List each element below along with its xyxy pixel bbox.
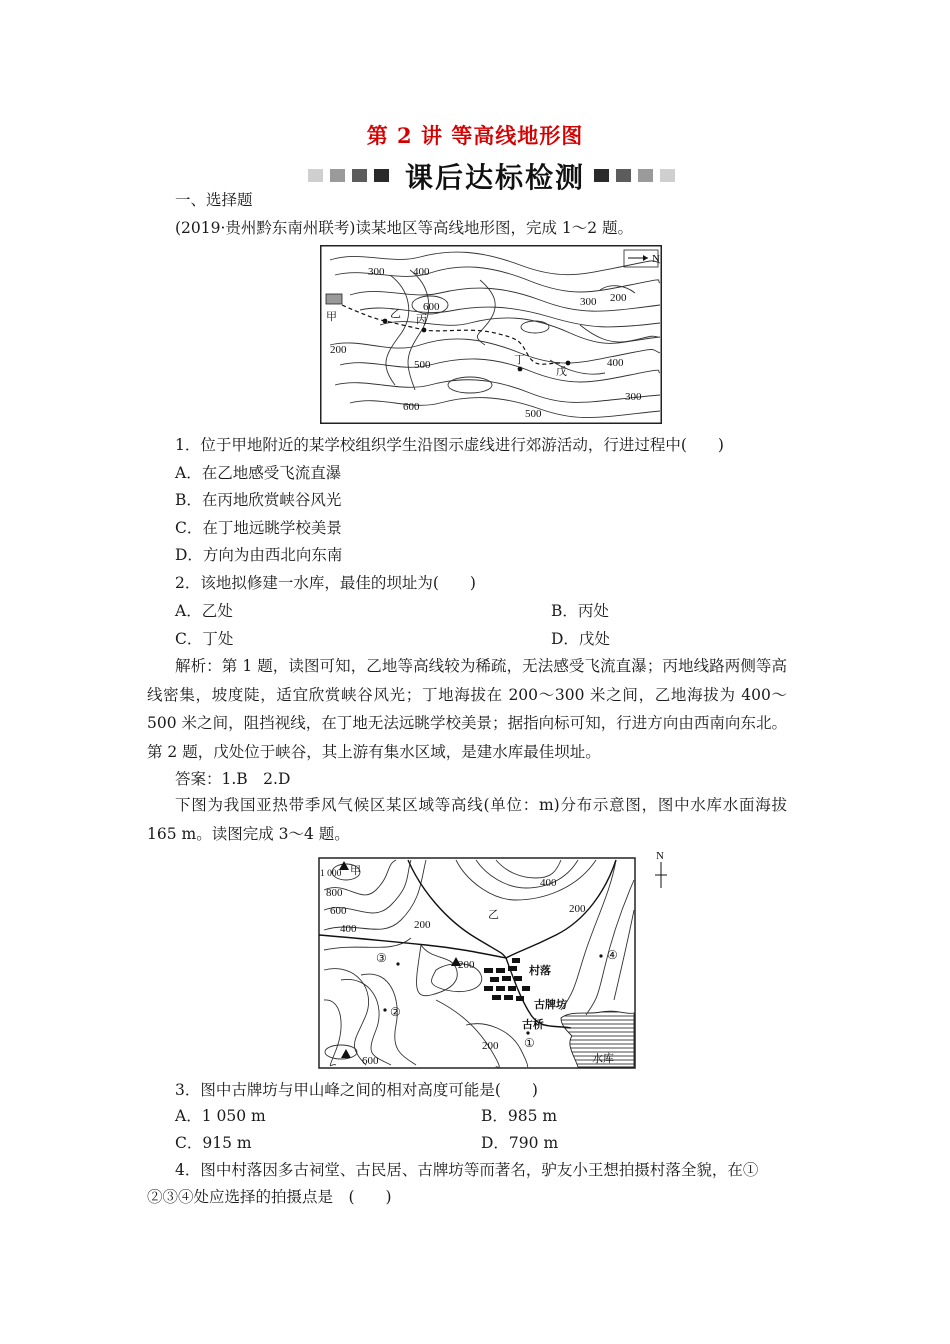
page-title: 第 2 讲 等高线地形图 [366, 123, 584, 148]
map-label: 戊 [556, 366, 567, 378]
map-label: 600 [362, 1055, 379, 1067]
map-label: 300 [580, 296, 597, 308]
q1-option-b: B．在丙地欣赏峡谷风光 [175, 491, 342, 509]
map-label: ③ [376, 951, 387, 965]
contour-map-2 [316, 850, 678, 1070]
map-label: 300 [368, 266, 385, 278]
map-label: ④ [607, 948, 618, 962]
map-label: 800 [326, 887, 343, 899]
banner-square [308, 169, 323, 182]
map-label: 400 [540, 877, 557, 889]
map-label: 600 [423, 301, 440, 313]
map-label: ② [390, 1005, 401, 1019]
q2-option-b: B．丙处 [551, 602, 609, 620]
map-label: 200 [330, 344, 347, 356]
q3-option-b: B．985 m [481, 1107, 558, 1125]
map-label: 水库 [592, 1053, 614, 1065]
map-label: 500 [414, 359, 431, 371]
map-label: ① [524, 1036, 535, 1050]
q2-option-a: A．乙处 [175, 602, 233, 620]
q2-stem: 2．该地拟修建一水库，最佳的坝址为( ) [175, 574, 476, 592]
banner-square [660, 169, 675, 182]
q3-option-a: A．1 050 m [175, 1107, 266, 1125]
map-label: 古牌坊 [534, 999, 567, 1011]
banner-text: 课后达标检测 [404, 161, 585, 194]
north-label: N [652, 253, 660, 265]
banner-square [374, 169, 389, 182]
map-label: 200 [458, 959, 475, 971]
map-label: 200 [482, 1040, 499, 1052]
banner-square [330, 169, 345, 182]
q4-stem-line2: ②③④处应选择的拍摄点是 ( ) [147, 1188, 392, 1206]
banner-square [638, 169, 653, 182]
map-label: 500 [525, 408, 542, 420]
banner-square [616, 169, 631, 182]
q2-option-c: C．丁处 [175, 630, 234, 648]
map-label: 600 [330, 905, 347, 917]
map-label: 200 [414, 919, 431, 931]
q1-stem: 1．位于甲地附近的某学校组织学生沿图示虚线进行郊游活动，行进过程中( ) [175, 436, 724, 454]
q3-option-c: C．915 m [175, 1134, 252, 1152]
section-heading: 一、选择题 [175, 191, 253, 209]
q1-option-c: C．在丁地远眺学校美景 [175, 519, 342, 537]
banner-square [594, 169, 609, 182]
q1-option-a: A．在乙地感受飞流直瀑 [175, 464, 342, 482]
map-label: 200 [610, 292, 627, 304]
question-intro: (2019·贵州黔东南州联考)读某地区等高线地形图，完成 1～2 题。 [175, 219, 634, 237]
map-label: 丙 [416, 314, 427, 326]
map-label: 400 [340, 923, 357, 935]
q3-stem: 3．图中古牌坊与甲山峰之间的相对高度可能是( ) [175, 1081, 538, 1099]
banner-square [352, 169, 367, 182]
map-label: 甲 [326, 311, 337, 323]
contour-map-1 [320, 245, 662, 424]
q4-stem-line1: 4．图中村落因多古祠堂、古民居、古牌坊等而著名，驴友小王想拍摄村落全貌，在① [175, 1161, 759, 1179]
map-label: 丁 [514, 354, 525, 366]
map-label: 乙 [390, 308, 401, 320]
map-label: 600 [403, 401, 420, 413]
answer: 答案：1.B 2.D [175, 770, 291, 788]
explanation: 解析：第 1 题，读图可知，乙地等高线较为稀疏，无法感受飞流直瀑；丙地线路两侧等高线密集，坡度陡，适宜欣赏峡谷风光；丁地海拔在 200～300 米之间，乙地海拔为 400～500 米之间，阻挡视线，在丁地无法远眺学校美景；据指向标可知，行进方向由西南向东北。第 2 题，戊处位于峡谷，其上游有集水区域，是建水库最佳坝址。 [147, 657, 787, 761]
map-label: 400 [413, 266, 430, 278]
map-label: 村落 [529, 965, 551, 977]
section-banner [0, 156, 950, 192]
map-label: 200 [569, 903, 586, 915]
map-label: 古桥 [522, 1019, 544, 1031]
q3-option-d: D．790 m [481, 1134, 559, 1152]
north-label-2: N [656, 850, 664, 862]
map-label: 300 [625, 391, 642, 403]
map-label: 400 [607, 357, 624, 369]
map-label: 1 000 [320, 869, 342, 879]
q1-option-d: D．方向为由西北向东南 [175, 546, 343, 564]
question-intro-2: 下图为我国亚热带季风气候区某区域等高线(单位：m)分布示意图，图中水库水面海拔 165 m。读图完成 3～4 题。 [147, 796, 787, 843]
q2-option-d: D．戊处 [551, 630, 610, 648]
map-label: 乙 [488, 909, 499, 921]
map-label: 甲 [350, 865, 361, 877]
